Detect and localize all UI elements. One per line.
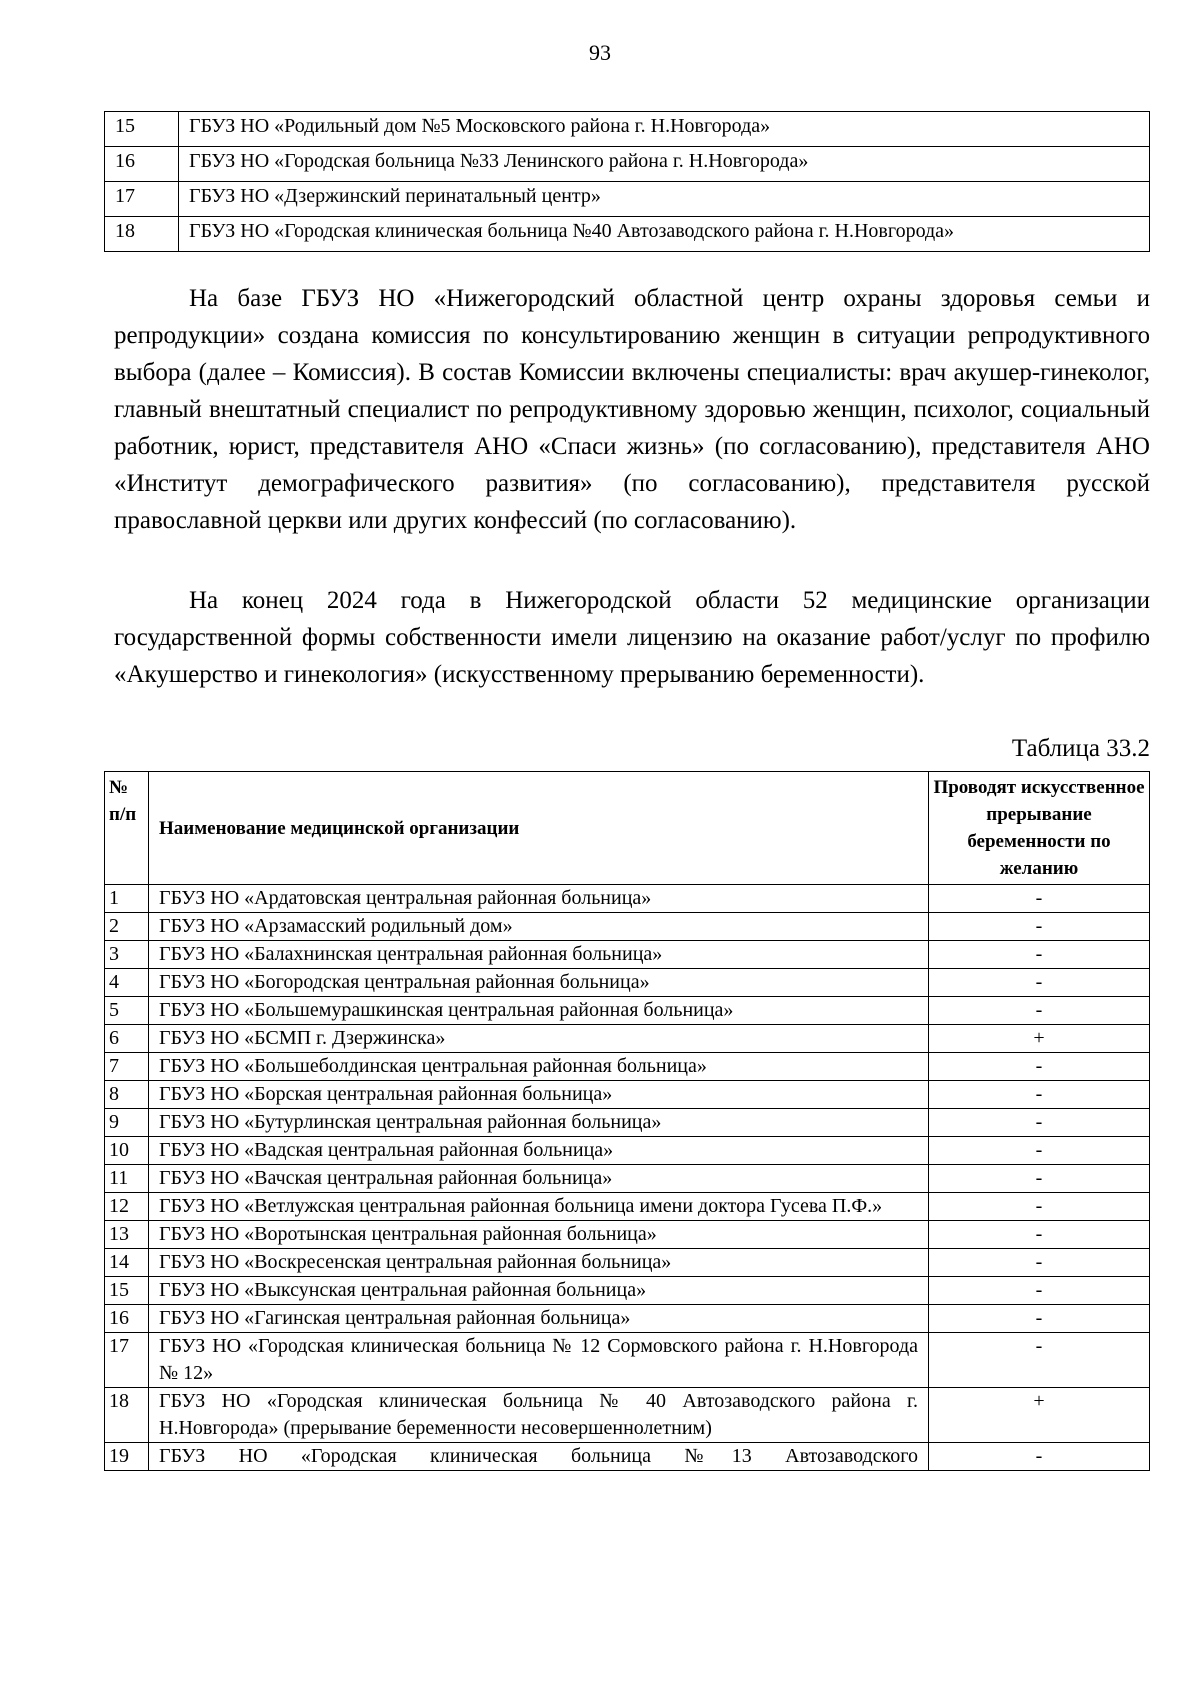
table-row [105, 112, 1150, 147]
row-num: 10 [105, 1137, 149, 1165]
row-abortion: + [929, 1025, 1150, 1053]
row-abortion: - [929, 913, 1150, 941]
row-num: 9 [105, 1109, 149, 1137]
row-num: 16 [105, 1305, 149, 1333]
row-abortion: - [929, 1221, 1150, 1249]
table-row [105, 1025, 1150, 1053]
row-abortion: - [929, 1277, 1150, 1305]
row-name: ГБУЗ НО «Вачская центральная районная больница» [149, 1165, 929, 1193]
row-name: ГБУЗ НО «Большемурашкинская центральная районная больница» [149, 997, 929, 1025]
row-name: ГБУЗ НО «Вадская центральная районная больница» [149, 1137, 929, 1165]
paragraph-commission [114, 280, 1150, 539]
row-abortion: - [929, 1165, 1150, 1193]
row-name: ГБУЗ НО «Дзержинский перинатальный центр» [179, 182, 1150, 217]
row-num: 1 [105, 885, 149, 913]
row-num: 12 [105, 1193, 149, 1221]
row-num: 18 [105, 217, 179, 252]
row-name: ГБУЗ НО «Городская больница №33 Ленинского района г. Н.Новгорода» [179, 147, 1150, 182]
row-abortion: - [929, 1249, 1150, 1277]
row-name: ГБУЗ НО «Родильный дом №5 Московского района г. Н.Новгорода» [179, 112, 1150, 147]
row-name: ГБУЗ НО «Городская клиническая больница №40 Автозаводского района г. Н.Новгорода» [179, 217, 1150, 252]
table-row [105, 1193, 1150, 1221]
table-row [105, 1443, 1150, 1471]
row-num: 5 [105, 997, 149, 1025]
table-row [105, 913, 1150, 941]
row-name: ГБУЗ НО «Городская клиническая больница №13 Автозаводского [159, 1445, 918, 1467]
table-row [105, 1165, 1150, 1193]
table-row [105, 1305, 1150, 1333]
table-row [105, 1053, 1150, 1081]
row-name: ГБУЗ НО «БСМП г. Дзержинска» [149, 1025, 929, 1053]
table-row [105, 1081, 1150, 1109]
table-row [105, 1221, 1150, 1249]
row-abortion: - [929, 885, 1150, 913]
paragraph-licenses [114, 582, 1150, 693]
row-num: 11 [105, 1165, 149, 1193]
row-num: 8 [105, 1081, 149, 1109]
row-name: ГБУЗ НО «Гагинская центральная районная больница» [149, 1305, 929, 1333]
row-name: ГБУЗ НО «Большеболдинская центральная районная больница» [149, 1053, 929, 1081]
row-num: 13 [105, 1221, 149, 1249]
header-name: Наименование медицинской организации [149, 772, 929, 885]
table-row [105, 182, 1150, 217]
row-abortion: - [929, 1333, 1150, 1388]
row-num: 3 [105, 941, 149, 969]
table-row [105, 941, 1150, 969]
row-abortion: - [929, 1137, 1150, 1165]
table-row [105, 969, 1150, 997]
row-abortion: - [929, 1053, 1150, 1081]
row-abortion: - [929, 1443, 1150, 1471]
row-num: 19 [105, 1443, 149, 1471]
row-abortion: - [929, 1109, 1150, 1137]
row-num: 18 [105, 1388, 149, 1443]
row-name: ГБУЗ НО «Ветлужская центральная районная больница имени доктора Гусева П.Ф.» [149, 1193, 929, 1221]
table-row [105, 1388, 1150, 1443]
row-num: 16 [105, 147, 179, 182]
row-num: 6 [105, 1025, 149, 1053]
row-name: ГБУЗ НО «Арзамасский родильный дом» [149, 913, 929, 941]
table-row [105, 217, 1150, 252]
row-abortion: + [929, 1388, 1150, 1443]
header-abortion: Проводят искусственное прерывание беременности по желанию [929, 772, 1150, 885]
row-name: ГБУЗ НО «Балахнинская центральная районная больница» [149, 941, 929, 969]
row-name: ГБУЗ НО «Ардатовская центральная районная больница» [149, 885, 929, 913]
paragraph-text: На конец 2024 года в Нижегородской области 52 медицинские организации государственной формы собственности имели лицензию на оказание работ/услуг по профилю «Акушерство и гинекология» (искусственному прерыванию беременности). [114, 587, 1150, 688]
row-name: ГБУЗ НО «Городская клиническая больница № 12 Сормовского района г. Н.Новгорода № 12» [149, 1333, 929, 1388]
row-abortion: - [929, 941, 1150, 969]
table-row [105, 1249, 1150, 1277]
row-num: 15 [105, 1277, 149, 1305]
row-name-cell [149, 1443, 929, 1471]
row-abortion: - [929, 1193, 1150, 1221]
row-abortion: - [929, 969, 1150, 997]
row-abortion: - [929, 1305, 1150, 1333]
row-num: 15 [105, 112, 179, 147]
table-row [105, 1109, 1150, 1137]
row-name: ГБУЗ НО «Городская клиническая больница № 40 Автозаводского района г. Н.Новгорода» (прерывание беременности несовершеннолетним) [149, 1388, 929, 1443]
table-row [105, 1277, 1150, 1305]
table-header-row [105, 772, 1150, 885]
table-caption: Таблица 33.2 [1011, 735, 1150, 762]
row-num: 17 [105, 1333, 149, 1388]
row-num: 14 [105, 1249, 149, 1277]
row-name: ГБУЗ НО «Воскресенская центральная районная больница» [149, 1249, 929, 1277]
row-abortion: - [929, 1081, 1150, 1109]
table-row [105, 885, 1150, 913]
paragraph-text: На базе ГБУЗ НО «Нижегородский областной центр охраны здоровья семьи и репродукции» создана комиссия по консультированию женщин в ситуации репродуктивного выбора (далее – Комиссия). В состав Комиссии включены специалисты: врач акушер-гинеколог, главный внештатный специалист по репродуктивному здоровью женщин, психолог, социальный работник, юрист, представителя АНО «Спаси жизнь» (по согласованию), представителя АНО «Институт демографического развития» (по согласованию), представителя русской православной церкви или других конфессий (по согласованию). [114, 285, 1150, 534]
row-num: 4 [105, 969, 149, 997]
row-name: ГБУЗ НО «Борская центральная районная больница» [149, 1081, 929, 1109]
table-row [105, 147, 1150, 182]
row-num: 17 [105, 182, 179, 217]
row-name: ГБУЗ НО «Бутурлинская центральная районная больница» [149, 1109, 929, 1137]
continued-table [104, 111, 1150, 252]
table-row [105, 1137, 1150, 1165]
row-name: ГБУЗ НО «Богородская центральная районная больница» [149, 969, 929, 997]
row-num: 7 [105, 1053, 149, 1081]
row-name: ГБУЗ НО «Воротынская центральная районная больница» [149, 1221, 929, 1249]
table-row [105, 997, 1150, 1025]
table-row [105, 1333, 1150, 1388]
header-num: № п/п [105, 772, 149, 885]
organizations-table [104, 771, 1150, 1471]
row-abortion: - [929, 997, 1150, 1025]
page-number: 93 [589, 40, 611, 65]
row-name: ГБУЗ НО «Выксунская центральная районная больница» [149, 1277, 929, 1305]
row-num: 2 [105, 913, 149, 941]
